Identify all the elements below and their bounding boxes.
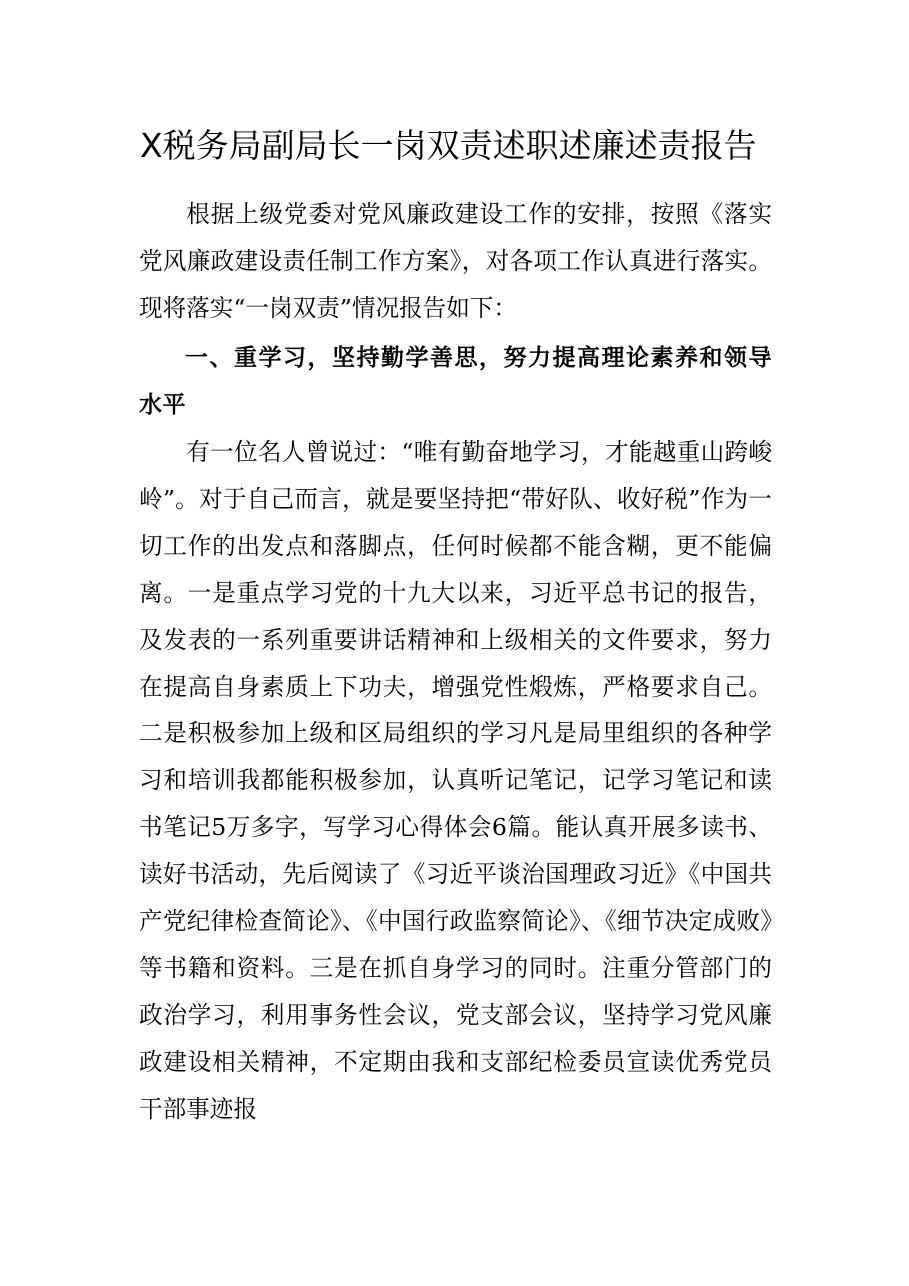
section-heading: 一、重学习，坚持勤学善思，努力提高理论素养和领导水平 bbox=[139, 345, 772, 418]
intro-block bbox=[139, 191, 772, 332]
section-body-block bbox=[139, 429, 772, 1133]
intro-paragraph: 根据上级党委对党风廉政建设工作的安排，按照《落实党风廉政建设责任制工作方案》，对各项工作认真进行落实。现将落实“一岗双责”情况报告如下： bbox=[139, 200, 772, 322]
body-paragraph: 有一位名人曾说过：“唯有勤奋地学习，才能越重山跨峻岭”。对于自己而言，就是要坚持把“带好队、收好税”作为一切工作的出发点和落脚点，任何时候都不能含糊，更不能偏离。一是重点学习党的十九大以来，习近平总书记的报告，及发表的一系列重要讲话精神和上级相关的文件要求，努力在提高自身素质上下功夫，增强党性煅炼，严格要求自己。二是积极参加上级和区局组织的学习凡是局里组织的各种学习和培训我都能积极参加，认真听记笔记，记学习笔记和读书笔记5万多字，写学习心得体会6篇。能认真开展多读书、读好书活动，先后阅读了《习近平谈治国理政习近》《中国共产党纪律检查简论》、《中国行政监察简论》、《细节决定成败》等书籍和资料。三是在抓自身学习的同时。注重分管部门的政治学习，利用事务性会议，党支部会议，坚持学习党风廉政建设相关精神，不定期由我和支部纪检委员宣读优秀党员干部事迹报 bbox=[139, 438, 772, 1123]
section-heading-block bbox=[139, 335, 772, 429]
document-title: X税务局副局长一岗双责述职述廉述责报告 bbox=[140, 126, 757, 165]
